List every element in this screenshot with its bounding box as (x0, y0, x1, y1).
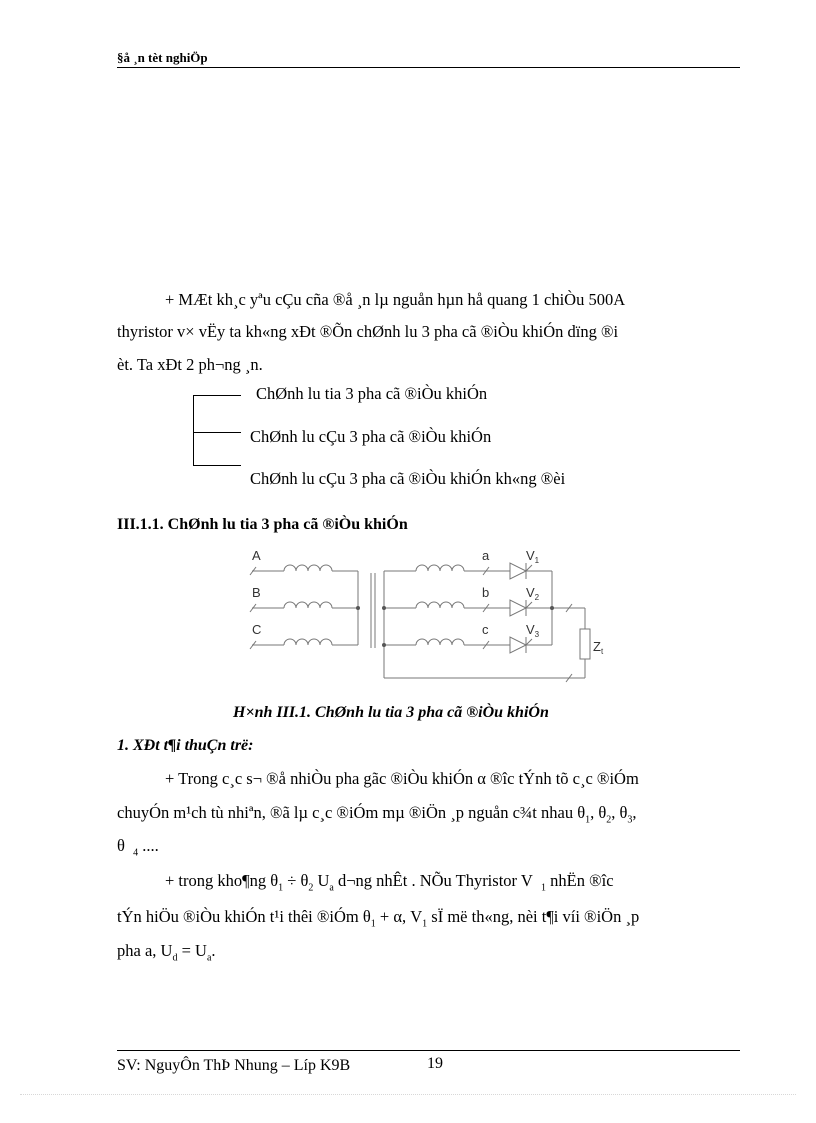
circuit-diagram (240, 543, 620, 693)
body-p2-line-3: pha a, $U_d = U_a$. (117, 941, 216, 964)
intro-line-2: thyristor v× vËy ta kh«ng xÐt ®Õn chØnh lu 3 pha cã ®iÒu khiÓn dïng ®i (117, 322, 619, 341)
primary-label-b: B (252, 585, 261, 600)
option-tree-branch-3 (193, 465, 241, 466)
secondary-label-c: c (482, 622, 489, 637)
secondary-label-b: b (482, 585, 490, 600)
subsection-heading: 1. XÐt t¶i thuÇn trë: (117, 737, 254, 754)
intro-line-1: + MÆt kh¸c yªu cÇu cña ®å ¸n lµ nguån hµn hå quang 1 chiÒu 500A (165, 290, 626, 309)
option-item-3: ChØnh lu cÇu 3 pha cã ®iÒu khiÓn kh«ng ®èi (250, 469, 566, 488)
thyristor-v2 (510, 600, 552, 616)
secondary-winding-b (384, 602, 510, 608)
body-p2-line-2: tÝn hiÖu ®iÒu khiÓn t¹i thêi ®iÓm $\theta_1 + \alpha$, $V_1$ sÏ më th«ng, nèi t¶i víi ®iÖn ¸p (117, 907, 640, 930)
primary-label-c: C (252, 622, 262, 637)
page-bottom-dotted-line (20, 1094, 796, 1095)
thyristor-v1 (510, 563, 552, 579)
page-header-title: §å ¸n tèt nghiÖp (117, 50, 208, 65)
body-p1-line-3: θ $_4$ .... (117, 836, 159, 859)
primary-winding-b (252, 602, 358, 608)
footer-author: SV: NguyÔn ThÞ Nhung – Líp K9B (117, 1057, 351, 1074)
body-p1-line-2: chuyÓn m¹ch tù nhiªn, ®ã lµ c¸c ®iÓm mµ ®iÖn ¸p nguån c¾t nhau $\theta_1$, $\theta_2$, $\theta_3$, (117, 803, 637, 826)
primary-label-a: A (252, 548, 261, 563)
body-p2-line-1: + trong kho¶ng $\theta_1 \div \theta_2$ $U_a$ d¬ng nhÊt . NÕu Thyristor V $_1$ nhËn ®îc (165, 871, 614, 894)
secondary-label-a: a (482, 548, 490, 563)
option-item-2: ChØnh lu cÇu 3 pha cã ®iÒu khiÓn (250, 427, 492, 446)
footer-rule (117, 1050, 740, 1051)
thyristor-label-v1: $V_1$ (526, 548, 540, 565)
option-tree-vertical-line (193, 395, 194, 465)
option-tree-branch-2 (193, 432, 241, 433)
header-rule (117, 67, 740, 68)
page-number: 19 (427, 1055, 443, 1072)
option-tree-branch-1 (193, 395, 241, 396)
thyristor-label-v3: $V_3$ (526, 622, 540, 639)
thyristor-label-v2: $V_2$ (526, 585, 540, 602)
primary-winding-c (252, 639, 358, 645)
section-heading: III.1.1. ChØnh lu tia 3 pha cã ®iÒu khiÓn (117, 516, 408, 533)
body-p1-line-1: + Trong c¸c s¬ ®å nhiÒu pha gãc ®iÒu khiÓn α ®îc tÝnh tõ c¸c ®iÓm (165, 769, 639, 788)
primary-winding-a (252, 565, 358, 571)
load-label: $Z_t$ (593, 639, 604, 656)
load-resistor (580, 629, 590, 659)
thyristor-v3 (510, 637, 552, 653)
option-item-1: ChØnh lu tia 3 pha cã ®iÒu khiÓn (256, 384, 488, 403)
secondary-winding-a (384, 565, 510, 571)
secondary-winding-c (384, 639, 510, 645)
intro-line-3: èt. Ta xÐt 2 ph¬ng ¸n. (117, 355, 263, 374)
figure-caption: H×nh III.1. ChØnh lu tia 3 pha cã ®iÒu khiÓn (233, 704, 549, 721)
